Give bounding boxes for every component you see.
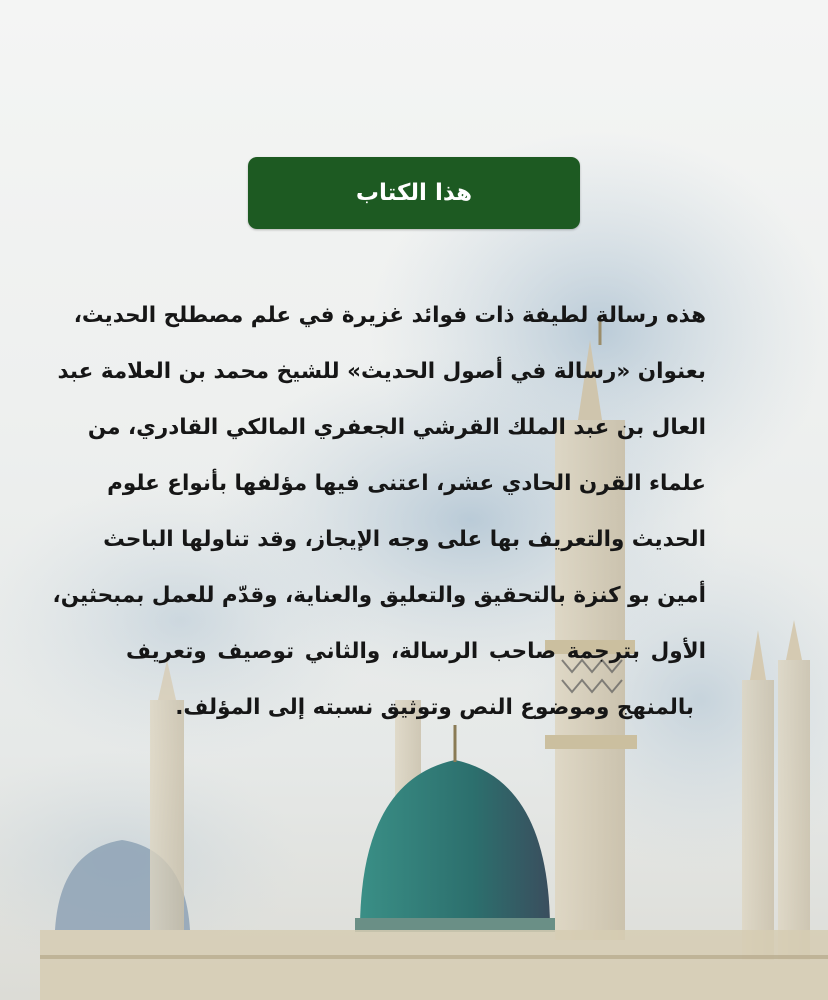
paragraph-line: علماء القرن الحادي عشر، اعتنى فيها مؤلفها بأنواع علوم [107, 471, 706, 496]
paragraph-line: بالمنهج وموضوع النص وتوثيق نسبته إلى المؤلف. [175, 695, 694, 720]
paragraph-line: هذه رسالة لطيفة ذات فوائد غزيرة في علم مصطلح الحديث، [73, 303, 706, 328]
paragraph-line: أمين بو كنزة بالتحقيق والتعليق والعناية، وقدّم للعمل بمبحثين، [52, 583, 706, 608]
paragraph-line: العال بن عبد الملك القرشي الجعفري المالكي القادري، من [87, 415, 706, 440]
description-paragraph [52, 290, 706, 738]
paragraph-line: بعنوان «رسالة في أصول الحديث» للشيخ محمد بن العلامة عبد [57, 359, 706, 384]
heading-banner [248, 157, 580, 229]
paragraph-line: الحديث والتعريف بها على وجه الإيجاز، وقد تناولها الباحث [103, 527, 706, 552]
heading-title: هذا الكتاب [355, 180, 473, 206]
paragraph-line: الأول بترجمة صاحب الرسالة، والثاني توصيف وتعريف [126, 639, 706, 664]
